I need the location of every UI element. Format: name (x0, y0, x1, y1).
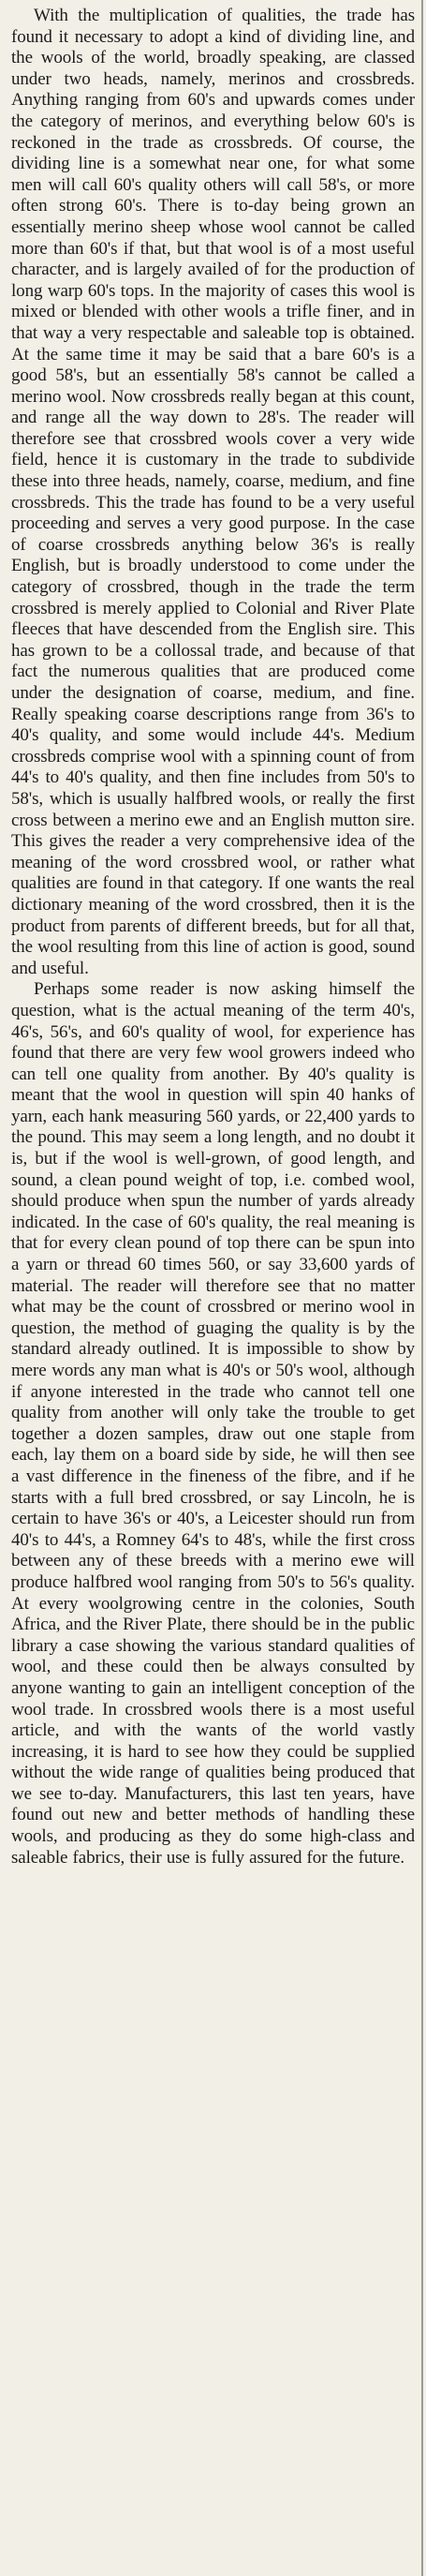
article-body (11, 6, 415, 1869)
paragraph-1: With the multiplication of qualities, the trade has found it necessary to adopt a kind of dividing line, and the wools of the world, broadly speaking, are classed under two heads, namely, merinos and crossbreds. Anything ranging from 60's and upwards comes under the category of merinos, and everything below 60's is reckoned in the trade as crossbreds. Of course, the dividing line is a somewhat near one, for what some men will call 60's quality others will call 58's, or more often strong 60's. There is to-day being grown an essentially merino sheep whose wool cannot be called more than 60's if that, but that wool is of a most useful character, and is largely availed of for the production of long warp 60's tops. In the majority of cases this wool is mixed or blended with other wools a trifle finer, and in that way a very respectable and saleable top is obtained. At the same time it may be said that a bare 60's is a good 58's, but an essentially 58's cannot be called a merino wool. Now crossbreds really began at this count, and range all the way down to 28's. The reader will therefore see that crossbred wools cover a very wide field, hence it is customary in the trade to subdivide these into three heads, namely, coarse, medium, and fine crossbreds. This the trade has found to be a very useful proceeding and serves a very good purpose. In the case of coarse crossbreds anything below 36's is really English, but is broadly understood to come under the category of crossbred, though in the trade the term crossbred is merely applied to Colonial and River Plate fleeces that have descended from the English sire. This has grown to be a collossal trade, and because of that fact the numerous qualities that are produced come under the designation of coarse, medium, and fine. Really speaking coarse descriptions range from 36's to 40's quality, and some would include 44's. Medium crossbreds comprise wool with a spinning count of from 44's to 40's quality, and then fine includes from 50's to 58's, which is usually halfbred wools, or really the first cross between a merino ewe and an English mutton sire. This gives the reader a very comprehensive idea of the meaning of the word crossbred wool, or rather what qualities are found in that category. If one wants the real dictionary meaning of the word crossbred, then it is the product from parents of different breeds, but for all that, the wool resulting from this line of action is good, sound and useful. (11, 6, 415, 978)
paragraph-2: Perhaps some reader is now asking himself the question, what is the actual meaning of the term 40's, 46's, 56's, and 60's quality of wool, for experience has found that there are very few wool growers indeed who can tell one quality from another. By 40's quality is meant that the wool in question will spin 40 hanks of yarn, each hank measuring 560 yards, or 22,400 yards to the pound. This may seem a long length, and no doubt it is, but if the wool is well-grown, of good length, and sound, a clean pound weight of top, i.e. combed wool, should produce when spun the number of yards already indicated. In the case of 60's quality, the real meaning is that for every clean pound of top there can be spun into a yarn or thread 60 times 560, or say 33,600 yards of material. The reader will therefore see that no matter what may be the count of crossbred or merino wool in question, the method of guaging the quality is by the standard already outlined. It is impossible to show by mere words any man what is 40's or 50's wool, although if anyone interested in the trade who cannot tell one quality from another will only take the trouble to get together a dozen samples, draw out one staple from each, lay them on a board side by side, he will then see a vast difference in the fineness of the fibre, and if he starts with a full bred crossbred, or say Lincoln, he is certain to have 36's or 40's, a Leicester should run from 40's to 44's, a Romney 64's to 48's, while the first cross between any of these breeds with a merino ewe will produce halfbred wool ranging from 50's to 56's quality. At every woolgrowing centre in the colonies, South Africa, and the River Plate, there should be in the public library a case showing the various standard qualities of wool, and these could then be always consulted by anyone wanting to gain an intelligent conception of the wool trade. In crossbred wools there is a most useful article, and with the wants of the world vastly increasing, it is hard to see how they could be supplied without the wide range of qualities being produced that we see to-day. Manufacturers, this last ten years, have found out new and better methods of handling these wools, and producing as they do some high-class and saleable fabrics, their use is fully assured for the future. (11, 979, 415, 1868)
column-divider-rule (421, 0, 423, 2576)
